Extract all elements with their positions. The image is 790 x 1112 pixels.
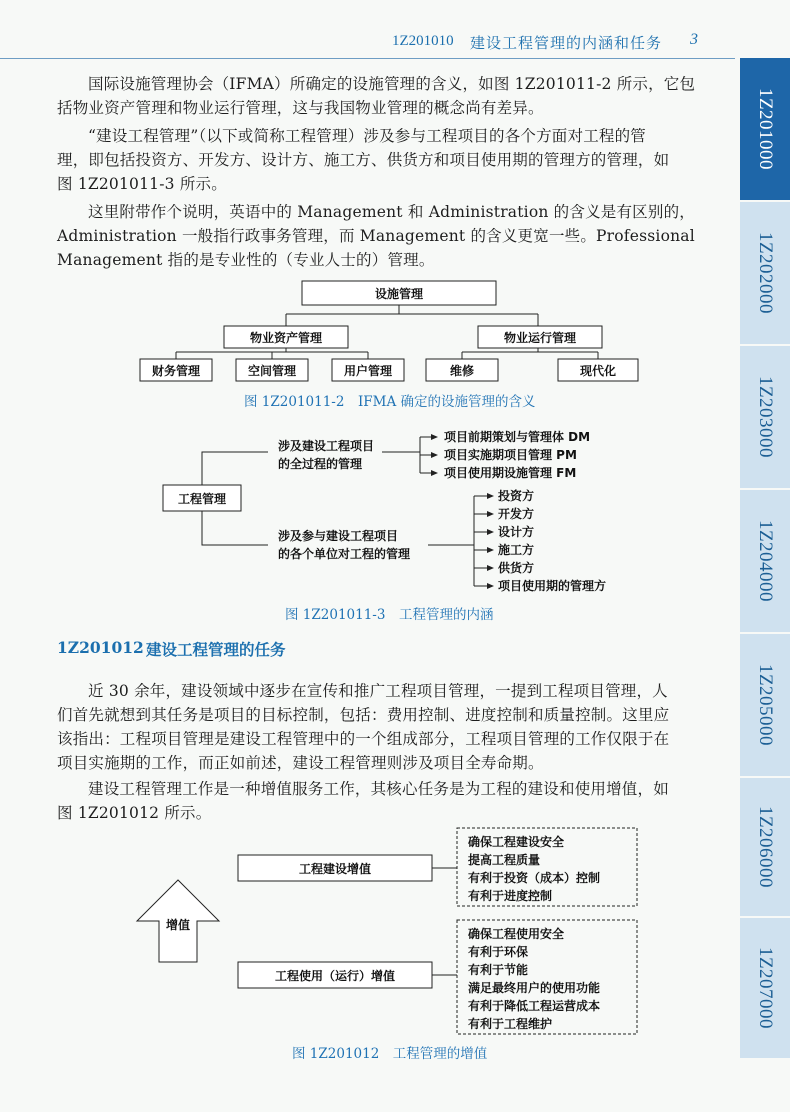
running-header-code: 1Z201010 [392, 33, 454, 49]
tab-1z201000[interactable]: 1Z201000 [740, 58, 790, 200]
paragraph-line: 这里附带作个说明，英语中的 Management 和 Administration 的含义是有区别的， [88, 203, 695, 221]
paragraph-line: 理，即包括投资方、开发方、设计方、施工方、供货方和项目使用期的管理方的管理，如 [57, 151, 670, 169]
running-header-title: 建设工程管理的内涵和任务 [470, 34, 663, 52]
label-asset-mgmt: 物业资产管理 [249, 331, 323, 345]
construction-item: 有利于进度控制 [468, 889, 553, 903]
label-fm: 项目使用期设施管理 FM [444, 466, 577, 480]
label-operator: 项目使用期的管理方 [498, 579, 607, 593]
label-space: 空间管理 [247, 364, 297, 378]
tab-1z202000[interactable]: 1Z202000 [740, 202, 790, 344]
operation-item: 确保工程使用安全 [468, 927, 565, 941]
label-dm: 项目前期策划与管理体 DM [444, 430, 591, 444]
label-branch1-line2: 的全过程的管理 [278, 457, 363, 471]
label-facility-mgmt: 设施管理 [374, 287, 424, 301]
paragraph-line: 项目实施期的工作，而正如前述，建设工程管理则涉及项目全寿命期。 [57, 754, 544, 772]
operation-item: 有利于工程维护 [468, 1017, 553, 1031]
label-contractor: 施工方 [498, 543, 535, 557]
paragraph-line: 建设工程管理工作是一种增值服务工作，其核心任务是为工程的建设和使用增值，如 [88, 780, 669, 798]
label-pm: 项目实施期项目管理 PM [444, 448, 577, 462]
construction-item: 确保工程建设安全 [468, 835, 565, 849]
label-supplier: 供货方 [498, 561, 535, 575]
section-title: 建设工程管理的任务 [146, 640, 286, 659]
operation-item: 满足最终用户的使用功能 [468, 981, 601, 995]
label-finance: 财务管理 [151, 364, 201, 378]
paragraph-line: 括物业资产管理和物业运行管理，这与我国物业管理的概念尚有差异。 [57, 99, 544, 117]
tab-1z206000[interactable]: 1Z206000 [740, 778, 790, 916]
paragraph-line: “建设工程管理”（以下或简称工程管理）涉及参与工程项目的各个方面对工程的管 [88, 127, 647, 145]
construction-item: 有利于投资（成本）控制 [468, 871, 601, 885]
operation-item: 有利于环保 [468, 945, 529, 959]
paragraph-line: 近 30 余年，建设领域中逐步在宣传和推广工程项目管理，一提到工程项目管理，人 [88, 682, 668, 700]
paragraph-line: 图 1Z201011-3 所示。 [57, 175, 227, 193]
section-code: 1Z201012 [57, 638, 144, 657]
paragraph-line: Administration 一般指行政事务管理，而 Management 的含义更宽一些。Professional [57, 227, 695, 245]
paragraph-line: 该指出：工程项目管理是建设工程管理中的一个组成部分，工程项目管理的工作仅限于在 [57, 730, 670, 748]
paragraph-line: 国际设施管理协会（IFMA）所确定的设施管理的含义，如图 1Z201011-2 所示，它包 [88, 75, 696, 93]
label-value-add: 增值 [165, 918, 191, 932]
operation-item: 有利于节能 [468, 963, 529, 977]
construction-item: 提高工程质量 [468, 853, 541, 867]
label-maintenance: 维修 [449, 364, 475, 378]
label-branch2-line1: 涉及参与建设工程项目 [278, 529, 399, 543]
paragraph-line: 图 1Z201012 所示。 [57, 804, 212, 822]
tab-1z205000[interactable]: 1Z205000 [740, 634, 790, 776]
label-modernization: 现代化 [579, 364, 617, 378]
label-branch2-line2: 的各个单位对工程的管理 [278, 547, 411, 561]
page-number: 3 [690, 31, 698, 48]
label-branch1-line1: 涉及建设工程项目 [278, 439, 375, 453]
label-construction-value: 工程建设增值 [298, 862, 372, 876]
label-engineering-mgmt: 工程管理 [177, 492, 227, 506]
label-investor: 投资方 [498, 489, 535, 503]
figure-caption-value-add: 图 1Z201012 工程管理的增值 [292, 1046, 488, 1062]
tab-1z203000[interactable]: 1Z203000 [740, 346, 790, 488]
label-designer: 设计方 [498, 525, 535, 539]
label-developer: 开发方 [498, 507, 535, 521]
tab-1z204000[interactable]: 1Z204000 [740, 490, 790, 632]
operation-item: 有利于降低工程运营成本 [468, 999, 601, 1013]
paragraph-line: 们首先就想到其任务是项目的目标控制，包括：费用控制、进度控制和质量控制。这里应 [57, 706, 670, 724]
figure-caption-engineering-mgmt: 图 1Z201011-3 工程管理的内涵 [285, 607, 494, 623]
label-operation-mgmt: 物业运行管理 [503, 331, 577, 345]
label-operation-value: 工程使用（运行）增值 [274, 969, 396, 983]
paragraph-line: Management 指的是专业性的（专业人士的）管理。 [57, 251, 435, 269]
figure-caption-ifma: 图 1Z201011-2 IFMA 确定的设施管理的含义 [244, 394, 536, 410]
tab-1z207000[interactable]: 1Z207000 [740, 918, 790, 1058]
label-user: 用户管理 [343, 364, 393, 378]
